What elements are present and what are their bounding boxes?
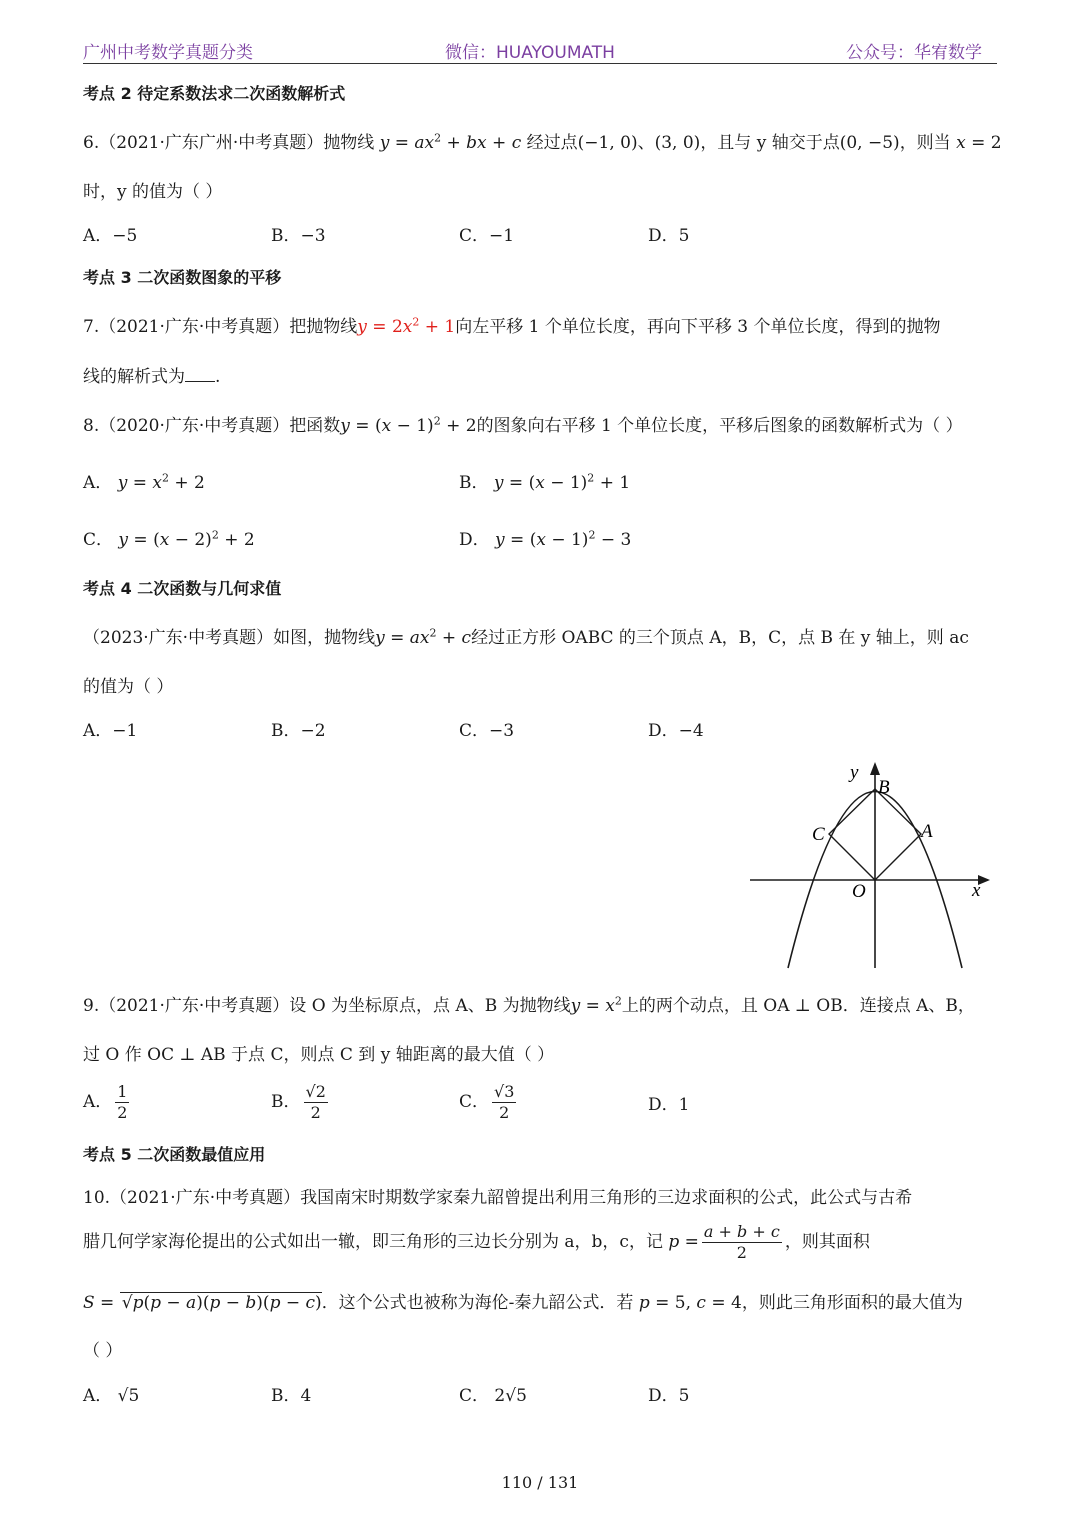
label-o: O <box>852 881 866 902</box>
answer-blank[interactable] <box>185 367 215 382</box>
q8-line1: 8.（2020·广东·中考真题）把函数$y = (x - 1)^2 + 2$的图象向右平移 1 个单位长度，平移后图象的函数解析式为（ ） <box>83 414 963 436</box>
q9-line2: 过 O 作 OC ⊥ AB 于点 C，则点 C 到 y 轴距离的最大值（ ） <box>83 1045 555 1065</box>
q6-option-a: A．−5 <box>83 226 138 246</box>
q10-line3: S = √p(p − a)(p − b)(p − c)．这个公式也被称为海伦-秦九韶公式．若 p = 5, c = 4，则此三角形面积的最大值为 <box>83 1293 963 1313</box>
q10-line1: 10.（2021·广东·中考真题）我国南宋时期数学家秦九韶曾提出利用三角形的三边求面积的公式，此公式与古希 <box>83 1188 913 1208</box>
y-axis-arrow <box>870 762 880 775</box>
q10-option-d: D．5 <box>648 1386 690 1406</box>
section-3-title: 考点 3 二次函数图象的平移 <box>83 268 282 287</box>
q9-line1: 9.（2021·广东·中考真题）设 O 为坐标原点，点 A、B 为抛物线$y = x^2$上的两个动点，且 OA ⊥ OB．连接点 A、B， <box>83 994 975 1016</box>
q9-option-c: C． $\frac{√3}{2}$ <box>459 1082 515 1122</box>
q6-option-c: C．−1 <box>459 226 515 246</box>
q9-option-b: B． $\frac{√2}{2}$ <box>271 1082 326 1122</box>
q8-option-c: C． $y = (x - 2)^2 + 2$ <box>83 528 255 550</box>
q6-line1: 6.（2021·广东广州·中考真题）抛物线 $y = ax^2$ + bx + c 经过点(−1, 0)、(3, 0)，且与 y 轴交于点(0, −5)，则当 x = 2 <box>83 131 1002 153</box>
q9-option-a: A． $\frac{1}{2}$ <box>83 1082 128 1122</box>
q10-option-c: C． 2√5 <box>459 1386 527 1406</box>
q8-option-b: B． $y = (x - 1)^2 + 1$ <box>459 471 631 493</box>
section-5-title: 考点 5 二次函数最值应用 <box>83 1145 266 1164</box>
qgeo-option-a: A．−1 <box>83 721 138 741</box>
q10-option-a: A． √5 <box>83 1386 140 1406</box>
qgeo-option-b: B．−2 <box>271 721 326 741</box>
q7-line2: 线的解析式为 . <box>83 367 221 387</box>
section-4-title: 考点 4 二次函数与几何求值 <box>83 579 282 598</box>
q10-line2: 腊几何学家海伦提出的公式如出一辙，即三角形的三边长分别为 a，b，c，记 p = $\frac{a + b + c}{2}$ ，则其面积 <box>83 1222 870 1262</box>
page-number: 110 / 131 <box>501 1473 579 1492</box>
q7-line1: 7.（2021·广东·中考真题）把抛物线$y = 2x^2 + 1$向左平移 1 个单位长度，再向下平移 3 个单位长度，得到的抛物 <box>83 315 941 337</box>
parabola-square-figure <box>745 758 995 970</box>
label-b: B <box>878 777 890 798</box>
q6-line2: 时，y 的值为（ ） <box>83 182 223 202</box>
header-rule <box>83 63 997 64</box>
label-c: C <box>812 824 825 845</box>
q8-option-a: A． $y = x^2 + 2$ <box>83 471 205 493</box>
label-x: x <box>972 880 981 901</box>
q6-option-d: D．5 <box>648 226 690 246</box>
qgeo-line1: （2023·广东·中考真题）如图，抛物线$y = ax^2 + c$经过正方形 OABC 的三个顶点 A，B，C，点 B 在 y 轴上，则 ac <box>83 626 969 648</box>
label-y: y <box>850 762 859 783</box>
qgeo-option-d: D．−4 <box>648 721 704 741</box>
q10-line4: （ ） <box>83 1341 123 1361</box>
section-2-title: 考点 2 待定系数法求二次函数解析式 <box>83 84 346 103</box>
q10-option-b: B．4 <box>271 1386 312 1406</box>
label-a: A <box>921 821 933 842</box>
qgeo-line2: 的值为（ ） <box>83 677 174 697</box>
header-center: 微信：HUAYOUMATH <box>445 43 615 63</box>
q9-option-d: D．1 <box>648 1095 690 1115</box>
qgeo-option-c: C．−3 <box>459 721 515 741</box>
q8-option-d: D． $y = (x - 1)^2 - 3$ <box>459 528 632 550</box>
header-right: 公众号：华宥数学 <box>846 43 982 63</box>
q6-option-b: B．−3 <box>271 226 326 246</box>
header-left: 广州中考数学真题分类 <box>83 43 253 63</box>
